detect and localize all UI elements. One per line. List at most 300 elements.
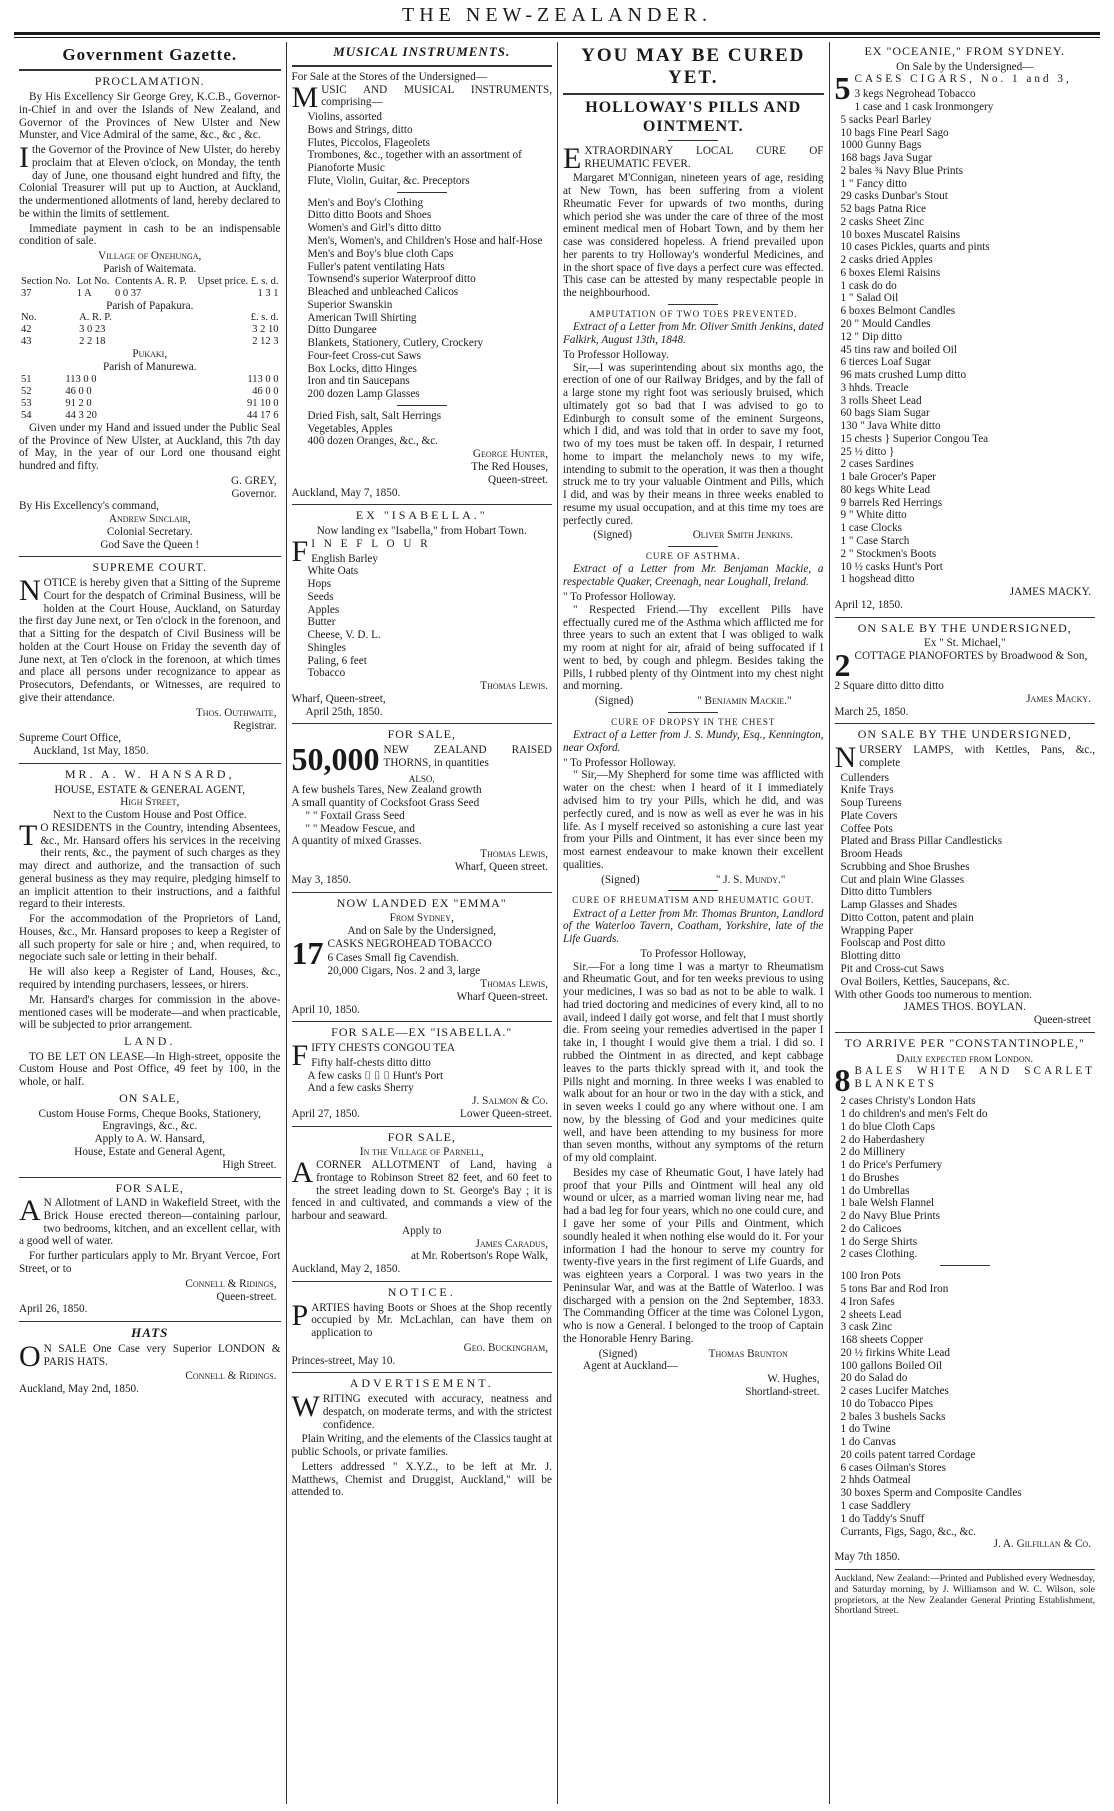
- list-item: 25 ½ ditto }: [840, 445, 895, 458]
- list-item: 2 do Haberdashery: [840, 1133, 925, 1146]
- list-item: Violins, assorted: [307, 111, 383, 124]
- list-item: 2 cases Lucifer Matches: [840, 1385, 949, 1398]
- list-item: 1 cask do do: [840, 279, 897, 292]
- drop-cap: E: [563, 141, 582, 175]
- list-item: 1 bale Welsh Flannel: [840, 1197, 935, 1210]
- amputation-signature: [563, 529, 824, 542]
- table-header-row: [19, 312, 281, 324]
- gout-body2: Besides my case of Rheumatic Gout, I have lately had proof that your Pills and Ointment will heal any old wound or ulcer, as a married woman living near me, had had a bad leg for four years, which no one could cure, and I gave her some of your Pills and Ointment, which soundly healed it when nothing else would do it. For your information I had the honour to serve my country for twenty-five years in the first regiment of Life Guards, and was eighteen years a Corporal. I was two years in the Peninsular War, and was at the Battle of Waterloo. I was discharged with a pension on the 2nd September, 1833. The Commanding Officer at the time was Colonel Lygon, who is now a General. I belonged to the troop of Captain the Honorable Henry Baring.: [563, 1166, 824, 1345]
- constantinople-heading: TO ARRIVE PER "CONSTANTINOPLE,": [844, 1035, 1085, 1050]
- list-item: 10 boxes Muscatel Raisins: [840, 228, 961, 241]
- drop-cap: I: [19, 141, 29, 175]
- list-item: American Twill Shirting: [307, 311, 417, 324]
- village-name: Village of Onehunga,: [98, 250, 202, 263]
- list-item: 6 Cases Small fig Cavendish.: [327, 952, 459, 965]
- list-item: Flutes, Piccolos, Flageolets: [307, 136, 430, 149]
- list-item: 1 case Saddlery: [840, 1500, 911, 1513]
- hansard-heading: MR. A. W. HANSARD,: [64, 766, 235, 781]
- list-item: 6 boxes Belmont Candles: [840, 305, 956, 318]
- forsale-body: A N Allotment of LAND in Wakefield Street, with the Brick House erected thereon—containing parlour, two bedrooms, kitchen, and an excellent cellar, with a good well of water.: [19, 1194, 281, 1248]
- tea-footer: [292, 1108, 553, 1121]
- list-item: 5 sacks Pearl Barley: [840, 113, 932, 126]
- table-cell: 44 3 20: [65, 409, 97, 421]
- list-item: 3 hhds. Treacle: [840, 381, 909, 394]
- list-item: 2 " Stockmen's Boots: [840, 547, 937, 560]
- emma-sub: From Sydney,: [389, 912, 454, 925]
- list-item: 20 coils patent tarred Cordage: [840, 1448, 976, 1461]
- oceanie-heading: EX "OCEANIE," FROM SYDNEY.: [864, 44, 1066, 58]
- amputation-to: To Professor Holloway.: [563, 348, 669, 361]
- divider: [835, 723, 1096, 724]
- list-item: Bleached and unbleached Calicos: [307, 286, 459, 299]
- thorns-date: May 3, 1850.: [291, 873, 352, 886]
- holloway-lead: EXTRAORDINARY LOCAL CURE OF RHEUMATIC FEVER.: [563, 141, 824, 175]
- list-item: Ditto Dungaree: [307, 324, 377, 337]
- list-item: 2 casks Sheet Zinc: [840, 215, 925, 228]
- signer-name: " J. S. Mundy.": [715, 873, 786, 886]
- divider: [668, 712, 718, 713]
- nursery-list: [835, 772, 1096, 989]
- music-list: [292, 111, 553, 188]
- oceanie-sub: On Sale by the Undersigned—: [896, 60, 1034, 73]
- drop-cap: N: [19, 574, 41, 608]
- divider: [292, 1126, 553, 1127]
- list-item: 29 casks Dunbar's Stout: [840, 190, 948, 203]
- list-item: 10 ½ casks Hunt's Port: [840, 560, 943, 573]
- tea-date: April 27, 1850.: [291, 1107, 360, 1120]
- tea-lead: FIFTY CHESTS CONGOU TEA: [291, 1038, 456, 1072]
- secretary-title: Colonial Secretary.: [106, 525, 193, 538]
- agent-name: W. Hughes,: [767, 1373, 820, 1386]
- divider: [292, 65, 553, 67]
- table-cell: 113 0 0: [247, 373, 279, 385]
- list-item: Ditto ditto Tumblers: [840, 886, 932, 899]
- hansard-sub: Next to the Custom House and Post Office.: [52, 809, 247, 822]
- nursery-lead: NURSERY LAMPS, with Kettles, Pans, &c., complete: [834, 741, 1095, 774]
- list-item: Soup Tureens: [840, 797, 902, 810]
- asthma-to: " To Professor Holloway.: [563, 591, 676, 604]
- sale-body: Custom House Forms, Cheque Books, Stationery, Engravings, &c., &c.: [38, 1107, 261, 1133]
- table-cell: 1 A: [76, 287, 92, 299]
- asthma-body: " Respected Friend.—Thy excellent Pills have effectually cured me of the Asthma which afflicted me for three years to such an extent that I was obliged to walk my room at night for air, afraid of being suffocated if I went to bed, by cough and phlegm. Besides taking the Pills, I rubbed plenty of thy Ointment into my chest night and morning.: [563, 603, 824, 693]
- list-item: 10 do Tobacco Pipes: [840, 1397, 934, 1410]
- table-cell: 91 2 0: [65, 397, 92, 409]
- drop-cap: O: [19, 1339, 41, 1373]
- drop-cap: F: [291, 1038, 309, 1072]
- table-row: [19, 398, 281, 410]
- divider: [668, 890, 718, 891]
- holloway-title: YOU MAY BE CURED YET.: [581, 45, 806, 88]
- asthma-heading: CURE OF ASTHMA.: [645, 551, 741, 562]
- list-item: 1 do Price's Perfumery: [840, 1159, 943, 1172]
- hansard-p1: T O RESIDENTS in the Country, intending Absentees, &c., Mr. Hansard offers his services in the receiving their rents, &c., the payment of such charges as they may direct and authorize, and the transaction of such general business as they may require, pledging himself to an implicit attention to their instructions, and a faithful regard to their interests.: [19, 818, 281, 911]
- list-item: 100 gallons Boiled Oil: [840, 1359, 943, 1372]
- signer-address: The Red Houses,: [471, 461, 548, 474]
- header-cell: A. R. P.: [79, 312, 112, 324]
- table-row: [19, 288, 281, 300]
- piano-date: March 25, 1850.: [834, 705, 909, 718]
- advert-p3: Letters addressed " X.Y.Z., to be left at Mr. J. Matthews, Chemist and Druggist, Auckland," will be attended to.: [291, 1460, 552, 1499]
- list-item: Fifty half-chests ditto ditto: [311, 1056, 431, 1069]
- advert-body: WRITING executed with accuracy, neatness and despatch, on moderate terms, and with the strictest confidence.: [291, 1390, 552, 1431]
- table-cell: 51: [21, 373, 32, 385]
- apply-line: Apply to A. W. Hansard,: [94, 1133, 205, 1146]
- drop-cap: M: [291, 80, 319, 114]
- dropsy-signature: [563, 874, 824, 887]
- signer-name: Connell & Ridings,: [185, 1277, 277, 1290]
- list-item: 1 " Fancy ditto: [840, 177, 907, 190]
- signed-label: (Signed): [601, 873, 640, 886]
- list-item: A few bushels Tares, New Zealand growth: [291, 784, 482, 797]
- piano-line: 2 Square ditto ditto ditto: [834, 680, 944, 693]
- list-item: Paling, 6 feet: [307, 654, 367, 667]
- dropsy-body: " Sir,—My Shepherd for some time was afflicted with water on the chest: when I heard of it I immediately advised him to try your Pills, which he did, and was perfectly cured, and is now as well as ever he was in his life. As I myself received so astonishing a cure last year from your Pills and Ointment, it has ever since been my most earnest endeavour to make known their excellent qualities.: [563, 769, 824, 871]
- signer-address: at Mr. Robertson's Rope Walk,: [410, 1250, 548, 1263]
- column-3: [557, 42, 829, 1804]
- list-item: 96 mats crushed Lump ditto: [840, 369, 967, 382]
- list-item: " " Meadow Fescue, and: [305, 822, 415, 835]
- drop-cap: F: [291, 534, 309, 568]
- list-item: 5 tons Bar and Rod Iron: [840, 1283, 949, 1295]
- list-item: 1 do Twine: [840, 1423, 891, 1436]
- list-item: Vegetables, Apples: [307, 422, 393, 435]
- list-item: A few casks ⌷ ⌷ ⌷ Hunt's Port: [307, 1069, 444, 1082]
- table-header-row: [19, 276, 281, 288]
- drop-cap: A: [291, 1156, 314, 1190]
- divider: [19, 1321, 281, 1322]
- big-number: 50,000: [291, 741, 380, 778]
- big-number: 17: [291, 934, 324, 971]
- table-row: [19, 410, 281, 422]
- list-item: Trombones, &c., together with an assortment of Pianoforte Music: [307, 149, 522, 175]
- list-item: Men's and Boy's blue cloth Caps: [307, 247, 454, 260]
- signer-name: James Macky.: [1026, 692, 1091, 705]
- list-item: 400 dozen Oranges, &c., &c.: [307, 435, 438, 448]
- god-save-queen: God Save the Queen !: [100, 538, 200, 551]
- divider: [292, 1021, 553, 1022]
- list-item: 2 bales 3 bushels Sacks: [840, 1410, 946, 1423]
- list-item: Currants, Figs, Sago, &c., &c.: [840, 1525, 976, 1538]
- divider: [835, 1032, 1096, 1033]
- list-item: 1 case and 1 cask Ironmongery: [854, 100, 994, 113]
- oceanie-date: April 12, 1850.: [834, 598, 903, 611]
- list-item: Blankets, Stationery, Cutlery, Crockery: [307, 337, 484, 350]
- also-label: ALSO,: [408, 774, 435, 785]
- list-item: 2 cases Sardines: [840, 458, 914, 471]
- emma-date: April 10, 1850.: [291, 1003, 360, 1016]
- divider: [563, 93, 824, 95]
- forsale-heading: FOR SALE,: [115, 1180, 184, 1195]
- oceanie-list: [835, 88, 1096, 586]
- list-item: Bows and Strings, ditto: [307, 123, 413, 136]
- advert-heading: ADVERTISEMENT.: [349, 1376, 494, 1391]
- list-item: " " Foxtail Grass Seed: [305, 809, 405, 822]
- drop-cap: A: [19, 1194, 41, 1228]
- signer-address: Wharf Queen-street.: [456, 990, 548, 1003]
- hansard-sub: High Street,: [120, 796, 180, 809]
- table-row: [19, 336, 281, 348]
- parnell-date: Auckland, May 2, 1850.: [291, 1263, 401, 1276]
- divider: [940, 1265, 990, 1266]
- music-date: Auckland, May 7, 1850.: [291, 486, 401, 499]
- apply-line: Apply to: [402, 1224, 442, 1237]
- table-cell: 37: [21, 287, 32, 299]
- divider: [668, 140, 718, 141]
- list-item: 1 case Clocks: [840, 522, 903, 535]
- list-item: Box Locks, ditto Hinges: [307, 362, 417, 375]
- list-item: Scrubbing and Shoe Brushes: [840, 860, 970, 873]
- table-cell: 0 0 37: [114, 287, 142, 299]
- list-item: 1 do Serge Shirts: [840, 1235, 918, 1248]
- list-item: 2 do Navy Blue Prints: [840, 1210, 940, 1223]
- secretary-name: Andrew Sinclair,: [108, 513, 191, 526]
- table-cell: 54: [21, 409, 32, 421]
- list-item: Ditto ditto Boots and Shoes: [307, 209, 432, 222]
- parnell-body: ACORNER ALLOTMENT of Land, having a frontage to Robinson Street 82 feet, and 60 feet to the street leading down to St. George's Bay ; it is fenced in and cultivated, and commands a view of the harbour and seaward.: [291, 1156, 552, 1223]
- list-item: 1 bale Grocer's Paper: [840, 471, 937, 484]
- big-number: 8: [834, 1062, 851, 1099]
- list-item: 9 barrels Red Herrings: [840, 496, 943, 509]
- constantinople-list: [835, 1095, 1096, 1261]
- list-item: 1 do blue Cloth Caps: [840, 1120, 935, 1133]
- signer-name: JAMES THOS. BOYLAN.: [903, 1001, 1026, 1014]
- signer-name: George Hunter,: [472, 448, 548, 461]
- parish-name: Parish of Waitemata.: [103, 263, 197, 275]
- table-cell: 46 0 0: [65, 385, 92, 397]
- court-date: Auckland, 1st May, 1850.: [33, 745, 149, 758]
- signed-label: (Signed): [594, 695, 634, 708]
- newspaper-page: [14, 42, 1100, 1804]
- list-item: 100 Iron Pots: [840, 1270, 901, 1283]
- thorns-lead: 50,000 NEW ZEALAND RAISED THORNS, in quantities: [291, 741, 552, 778]
- list-item: Pit and Cross-cut Saws: [840, 963, 944, 976]
- list-item: 2 cases Clothing.: [840, 1248, 918, 1261]
- dropsy-heading: CURE OF DROPSY IN THE CHEST: [611, 716, 776, 727]
- divider: [19, 1177, 281, 1178]
- amputation-extract: Extract of a Letter from Mr. Oliver Smith Jenkins, dated Falkirk, August 13th, 1848.: [563, 321, 824, 346]
- list-item: Ditto Cotton, patent and plain: [840, 911, 974, 924]
- thorns-heading: FOR SALE,: [387, 727, 456, 742]
- list-item: 1 do Brushes: [840, 1171, 899, 1184]
- isabella-lead: F I N E F L O U R: [291, 534, 431, 568]
- apply-line: High Street.: [222, 1158, 277, 1171]
- signer-name: Thos. Outhwaite,: [195, 706, 277, 719]
- divider: [292, 1281, 553, 1282]
- proclamation-heading: PROCLAMATION.: [94, 74, 205, 89]
- signer-address: Queen-street.: [488, 473, 548, 486]
- list-item: 6 boxes Elemi Raisins: [840, 266, 941, 279]
- divider: [397, 405, 447, 406]
- list-item: Plated and Brass Pillar Candlesticks: [840, 835, 1003, 848]
- divider: [397, 192, 447, 193]
- tea-address: Lower Queen-street.: [460, 1107, 552, 1120]
- list-item: A quantity of mixed Grasses.: [291, 835, 422, 848]
- village-name: Pukaki,: [132, 348, 168, 361]
- signer-name: James Caradus,: [475, 1237, 548, 1250]
- list-item: 20,000 Cigars, Nos. 2 and 3, large: [327, 965, 481, 978]
- list-item: Plate Covers: [840, 809, 898, 822]
- signer-name: Thomas Brunton: [708, 1347, 788, 1360]
- asthma-extract: Extract of a Letter from Mr. Benjaman Mackie, a respectable Quaker, Creenagh, near Loughall, Ireland.: [563, 563, 824, 589]
- signer-name: Thomas Lewis,: [480, 978, 548, 991]
- drop-cap: N: [834, 741, 857, 774]
- hardware-list: [835, 1270, 1096, 1538]
- list-item: 3 kegs Negrohead Tobacco: [854, 88, 976, 101]
- tea-list: [292, 1057, 553, 1095]
- table-cell: 43: [21, 336, 32, 348]
- signer-name: Thomas Lewis.: [480, 680, 548, 693]
- clothing-list: [292, 197, 553, 401]
- signed-label: (Signed): [593, 529, 632, 542]
- list-item: Hops: [307, 578, 332, 591]
- nursery-heading: ON SALE BY THE UNDERSIGNED,: [857, 727, 1072, 742]
- list-item: 168 bags Java Sugar: [840, 152, 933, 165]
- list-item: Knife Trays: [840, 784, 894, 797]
- list-item: 3 rolls Sheet Lead: [840, 394, 922, 407]
- header-cell: £. s. d.: [250, 312, 279, 324]
- list-item: Lamp Glasses and Shades: [840, 899, 958, 912]
- list-item: Blotting ditto: [840, 950, 901, 963]
- court-heading: SUPREME COURT.: [92, 560, 207, 575]
- list-item: 12 " Dip ditto: [840, 330, 902, 343]
- forsale-further: For further particulars apply to Mr. Bryant Vercoe, Fort Street, or to: [19, 1250, 281, 1276]
- sale-heading: ON SALE,: [119, 1091, 181, 1106]
- nursery-other: With other Goods too numerous to mention.: [834, 988, 1032, 1001]
- table-cell: 42: [21, 324, 32, 336]
- land-heading: LAND.: [124, 1034, 176, 1049]
- parnell-sub: In the Village of Parnell,: [359, 1146, 484, 1159]
- list-item: 15 chests } Superior Congou Tea: [840, 432, 989, 445]
- isabella-date: April 25th, 1850.: [305, 705, 383, 718]
- piano-lead: 2 COTTAGE PIANOFORTES by Broadwood & Son,: [834, 647, 1088, 684]
- list-item: 1 do children's and men's Felt do: [840, 1108, 988, 1121]
- list-item: 200 dozen Lamp Glasses: [307, 388, 420, 401]
- divider: [19, 69, 281, 71]
- signer-title: Governor.: [231, 487, 277, 500]
- list-item: 3 cask Zinc: [840, 1321, 893, 1334]
- list-item: And a few casks Sherry: [307, 1082, 414, 1095]
- list-item: Dried Fish, salt, Salt Herrings: [307, 409, 442, 422]
- header-cell: Upset price. £. s. d.: [197, 275, 279, 287]
- list-item: 2 casks dried Apples: [840, 254, 933, 267]
- list-item: 6 tierces Loaf Sugar: [840, 356, 931, 369]
- list-item: 1 do Umbrellas: [840, 1184, 910, 1197]
- list-item: Fuller's patent ventilating Hats: [307, 260, 445, 273]
- header-cell: Contents A. R. P.: [114, 275, 187, 287]
- payment-note: Immediate payment in cash to be an indispensable condition of sale.: [19, 222, 281, 248]
- constantinople-sub: Daily expected from London.: [896, 1052, 1034, 1065]
- isabella-heading: EX "ISABELLA.": [355, 508, 488, 523]
- music-intro: For Sale at the Stores of the Undersigned—: [291, 70, 487, 83]
- list-item: 10 bags Fine Pearl Sago: [840, 126, 949, 139]
- gout-body: Sir.—For a long time I was a martyr to Rheumatism and Rheumatic Gout, and for ten weeks previous to using your medicines, I was so bad as not to be able to walk. I had tried doctoring and medicines of every kind, all to no avail, indeed I daily got worse, and felt that I must shortly die. From seeing your remedies advertised in the paper I take in, I thought I would give them a trial. I did so. I rubbed the Ointment in as directed, and kept cabbage leaves to the parts thickly spread with it, and took the Pills night and morning. In three weeks I was enabled to walk about for an hour or two in the day with a stick, and in seven weeks I could go any where without one. I am now, by the blessing of God and your medicines quite well, and have been attending to my business for more than seven months, without any symptoms of the return of my old complaint.: [563, 960, 824, 1165]
- parish-name: Parish of Manurewa.: [102, 361, 197, 374]
- hansard-p3: He will also keep a Register of Land, Houses, &c., required by intending purchasers, lessees, or hirers.: [19, 966, 281, 991]
- divider: [668, 304, 718, 305]
- signer-name: JAMES MACKY.: [1009, 586, 1091, 599]
- list-item: 45 tins raw and boiled Oil: [840, 343, 958, 356]
- list-item: 80 kegs White Lead: [840, 483, 931, 496]
- signer-name: J. Salmon & Co.: [472, 1095, 548, 1108]
- list-item: English Barley: [311, 552, 378, 565]
- signer-name: J. A. Gilfillan & Co.: [993, 1538, 1091, 1551]
- table-cell: 1 3 1: [257, 287, 279, 299]
- list-item: Butter: [307, 616, 336, 629]
- isabella-list: [292, 553, 553, 681]
- table-cell: 44 17 6: [247, 409, 279, 421]
- isabella-address: Wharf, Queen-street,: [291, 692, 386, 705]
- holloway-sub: HOLLOWAY'S PILLS AND OINTMENT.: [585, 99, 802, 135]
- header-cell: Section No.: [21, 275, 71, 287]
- table-cell: 3 2 10: [252, 324, 279, 336]
- food-list: [292, 410, 553, 448]
- signer-name: G. GREY,: [231, 474, 277, 487]
- table-cell: 91 10 0: [247, 397, 279, 409]
- table-cell: 2 2 18: [79, 336, 106, 348]
- list-item: Cullenders: [840, 771, 889, 784]
- proclamation-intro: By His Excellency Sir George Grey, K.C.B., Governor-in-Chief in and over the Islands of New Zealand, and Governor of the Provinces of New Ulster and New Munster, and Vice Admiral of the same, &c., &c , &c.: [19, 91, 281, 142]
- list-item: 2 do Calicoes: [840, 1222, 902, 1235]
- apply-line: House, Estate and General Agent,: [74, 1145, 226, 1158]
- notice-date: Princes-street, May 10.: [291, 1354, 396, 1367]
- holloway-p1: Margaret M'Connigan, nineteen years of age, residing at New Town, has been suffering from a violent Rheumatic Fever for upwards of two months, during which period she was under the care of three of the most eminent medical men of Hobart Town, and by them her case was considered hopeless. A friend prevailed upon her parents to try Holloway's wonderful Medicines, and in the short space of five days a perfect cure was effected. This case can be attested by many respectable people in the neighbourhood.: [563, 172, 824, 300]
- list-item: Tobacco: [307, 667, 346, 680]
- list-item: 2 do Millinery: [840, 1146, 906, 1159]
- constantinople-lead: 8 BALES WHITE AND SCARLET BLANKETS: [834, 1062, 1095, 1099]
- list-item: 1 do Canvas: [840, 1436, 896, 1449]
- parnell-heading: FOR SALE,: [387, 1129, 456, 1144]
- list-item: 1 do Taddy's Snuff: [840, 1512, 925, 1525]
- table-cell: 3 0 23: [79, 324, 106, 336]
- list-item: 60 bags Siam Sugar: [840, 407, 930, 420]
- signer-address: Wharf, Queen street.: [454, 860, 548, 873]
- tea-heading: FOR SALE—EX "ISABELLA.": [331, 1025, 513, 1040]
- signer-name: Geo. Buckingham,: [463, 1341, 548, 1354]
- music-lead: MUSIC AND MUSICAL INSTRUMENTS, comprising—: [291, 80, 552, 114]
- gout-to: To Professor Holloway,: [640, 947, 747, 960]
- land-body: TO BE LET ON LEASE—In High-street, opposite the Custom House and Post Office, 49 feet by 100, in the whole, or half.: [19, 1050, 281, 1089]
- gout-extract: Extract of a Letter from Mr. Thomas Brunton, Landlord of the Waterloo Tavern, Coatham, Yorkshire, late of the Life Guards.: [563, 907, 824, 946]
- drop-cap: T: [19, 818, 38, 852]
- drop-cap: W: [291, 1390, 320, 1424]
- table-cell: 113 0 0: [65, 373, 97, 385]
- proclamation-body: Ithe Governor of the Province of New Ulster, do hereby proclaim that at Eleven o'clock, on Monday, the tenth day of June, one thousand eight hundred and fifty, the Colonial Treasurer will put up to Auction, at Auckland, the undermentioned allotments of land, hereby declared to be within the limits of settlement.: [19, 141, 281, 220]
- column-4: [829, 42, 1101, 1804]
- lots-table-3: [19, 374, 281, 422]
- list-item: Cut and plain Wine Glasses: [840, 873, 965, 886]
- divider: [19, 763, 281, 764]
- table-cell: 53: [21, 397, 32, 409]
- forsale-date: April 26, 1850.: [19, 1303, 88, 1316]
- divider: [835, 617, 1096, 618]
- signer-name: " Benjamin Mackie.": [697, 695, 792, 708]
- header-cell: Lot No.: [76, 275, 110, 287]
- table-cell: 52: [21, 385, 32, 397]
- emma-sub: And on Sale by the Undersigned,: [347, 924, 497, 937]
- masthead-rule: [14, 32, 1100, 38]
- hansard-p2: For the accommodation of the Proprietors of Land, Houses, &c., Mr. Hansard proposes to keep a Register of all such property for sale or hire ; and, when required, to negociate such sale or letting in their behalf.: [19, 913, 281, 964]
- oceanie-lead: 5 CASES CIGARS, No. 1 and 3,: [834, 70, 1072, 107]
- court-body: NOTICE is hereby given that a Sitting of the Supreme Court for the despatch of Criminal Business, will be holden at the Court House, Auckland, on Saturday the first day June next, or Ten o'clock in the forenoon, and that a Sitting for the despatch of Civil Business will be holden at the Court House on Friday the seventh day of June next, at Ten o'clock in the forenoon, at which times and place all persons under recognizance to appear as Prosecutors, Defendants, or Witnesses, are required to give their attendance.: [19, 574, 281, 704]
- dropsy-extract: Extract of a Letter from J. S. Mundy, Esq., Kennington, near Oxford.: [563, 729, 824, 754]
- list-item: 2 bales ¾ Navy Blue Prints: [840, 164, 963, 177]
- table-row: [19, 324, 281, 336]
- table-row: [19, 386, 281, 398]
- signer-name: Thomas Lewis,: [480, 848, 548, 861]
- hats-body: O N SALE One Case very Superior LONDON & PARIS HATS.: [19, 1339, 281, 1373]
- list-item: 2 cases Christy's London Hats: [840, 1095, 976, 1108]
- list-item: Coffee Pots: [840, 822, 893, 835]
